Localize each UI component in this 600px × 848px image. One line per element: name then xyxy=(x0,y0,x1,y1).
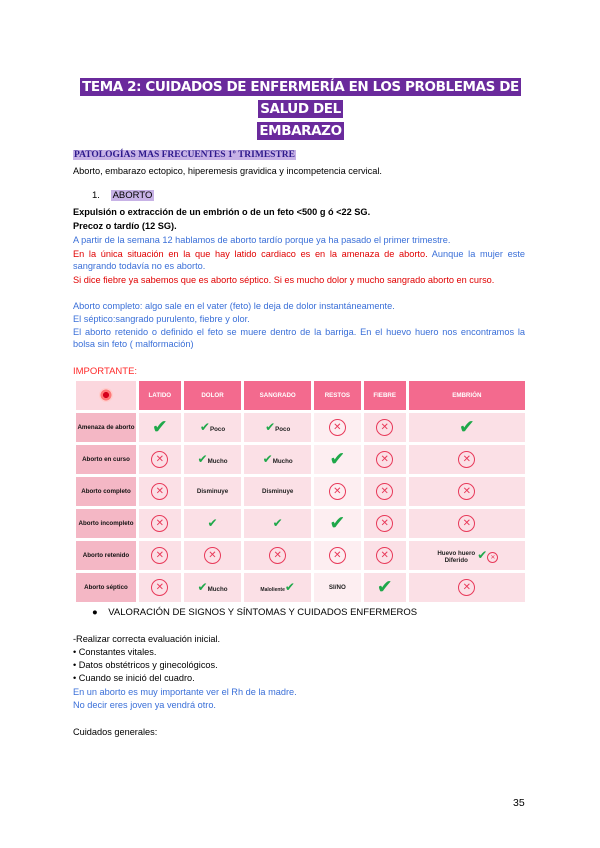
cross-icon: ✕ xyxy=(204,547,221,564)
note-rh: En un aborto es muy importante ver el Rh de la madre. xyxy=(73,687,297,697)
cell xyxy=(409,573,525,602)
aborto-label: ABORTO xyxy=(112,190,153,201)
cross-icon: ✕ xyxy=(329,483,346,500)
row-label: Aborto en curso xyxy=(76,445,136,474)
cell xyxy=(364,509,406,538)
cross-icon: ✕ xyxy=(151,515,168,532)
cell: Disminuye xyxy=(184,477,242,506)
cell-text: Maloliente xyxy=(260,587,285,593)
cell xyxy=(364,413,406,442)
cross-icon: ✕ xyxy=(458,515,475,532)
check-icon: ✔ xyxy=(284,580,295,594)
target-icon xyxy=(99,388,113,402)
eval-line: -Realizar correcta evaluación inicial. xyxy=(73,634,221,644)
cross-icon: ✕ xyxy=(151,547,168,564)
table-header: RESTOS xyxy=(314,381,361,410)
table-header: FIEBRE xyxy=(364,381,406,410)
definition-1: Expulsión o extracción de un embrión o de un feto <500 g ó <22 SG. xyxy=(73,207,371,217)
table-header: DOLOR xyxy=(184,381,242,410)
cross-icon: ✕ xyxy=(458,579,475,596)
check-icon: ✔ xyxy=(197,452,208,466)
check-icon: ✔ xyxy=(265,420,276,434)
cross-icon: ✕ xyxy=(151,483,168,500)
check-icon: ✔ xyxy=(477,548,488,562)
cell xyxy=(184,573,242,602)
cell: Disminuye xyxy=(244,477,311,506)
cell xyxy=(314,541,361,570)
cross-icon: ✕ xyxy=(151,579,168,596)
cell xyxy=(409,477,525,506)
important-label: IMPORTANTE: xyxy=(73,366,138,377)
cell xyxy=(364,541,406,570)
cell xyxy=(139,541,181,570)
cell xyxy=(139,413,181,442)
cross-icon: ✕ xyxy=(376,419,393,436)
cell xyxy=(184,509,242,538)
cell xyxy=(314,477,361,506)
check-icon: ✔ xyxy=(207,516,218,530)
cross-icon: ✕ xyxy=(458,451,475,468)
cell xyxy=(409,445,525,474)
cell xyxy=(409,413,525,442)
cell xyxy=(244,445,311,474)
row-label: Aborto incompleto xyxy=(76,509,136,538)
cross-icon: ✕ xyxy=(458,483,475,500)
row-label: Aborto séptico xyxy=(76,573,136,602)
aborto-heading xyxy=(92,190,154,201)
check-icon: ✔ xyxy=(458,416,475,438)
cell xyxy=(244,573,311,602)
cell-text: Poco xyxy=(209,426,226,433)
table-row xyxy=(76,509,525,538)
cross-icon: ✕ xyxy=(376,483,393,500)
check-icon: ✔ xyxy=(262,452,273,466)
note-retained: El aborto retenido o definido el feto se muere dentro de la barriga. En el huevo huero nos encontramos la bolsa sin feto ( malformación) xyxy=(73,327,525,349)
check-icon: ✔ xyxy=(272,516,283,530)
eval-obstetric: • Datos obstétricos y ginecológicos. xyxy=(73,660,218,670)
cell xyxy=(139,573,181,602)
table-corner xyxy=(76,381,136,410)
cell xyxy=(314,509,361,538)
cell xyxy=(364,477,406,506)
cell-text: Poco xyxy=(275,426,291,433)
page-title xyxy=(78,76,523,142)
cell xyxy=(364,445,406,474)
check-icon: ✔ xyxy=(376,576,393,598)
row-label: Amenaza de aborto xyxy=(76,413,136,442)
table-header: SANGRADO xyxy=(244,381,311,410)
check-icon: ✔ xyxy=(329,448,346,470)
cell xyxy=(409,541,525,570)
note-complete: Aborto completo: algo sale en el vater (feto) le deja de dolor instantáneamente. xyxy=(73,301,395,311)
cell-text: Mucho xyxy=(207,586,228,593)
check-icon: ✔ xyxy=(199,420,210,434)
cell xyxy=(244,541,311,570)
cell xyxy=(184,413,242,442)
valoracion-heading-text: VALORACIÓN DE SIGNOS Y SÍNTOMAS Y CUIDADOS ENFERMEROS xyxy=(108,607,418,618)
row-label: Aborto completo xyxy=(76,477,136,506)
table-row xyxy=(76,541,525,570)
note-threat xyxy=(73,248,525,272)
cross-icon: ✕ xyxy=(329,419,346,436)
cross-icon: ✕ xyxy=(487,552,498,563)
note-threat-red: En la única situación en la que hay latido cardiaco es en la amenaza de aborto. xyxy=(73,249,428,259)
table-header-row xyxy=(76,381,525,410)
check-icon: ✔ xyxy=(151,416,168,438)
cell xyxy=(244,413,311,442)
section-subtitle: Aborto, embarazo ectopico, hiperemesis gravidica y incompetencia cervical. xyxy=(73,166,382,176)
aborto-number: 1. xyxy=(92,190,100,201)
eval-onset: • Cuando se inició del cuadro. xyxy=(73,673,195,683)
eval-vitals: • Constantes vitales. xyxy=(73,647,157,657)
cell xyxy=(364,573,406,602)
cuidados-generales: Cuidados generales: xyxy=(73,727,158,737)
cell xyxy=(139,445,181,474)
note-septic-signs: El séptico:sangrado purulento, fiebre y olor. xyxy=(73,314,250,324)
cell xyxy=(244,509,311,538)
note-threat-blue: Aunque la mujer este sangrando todavía no es aborto. xyxy=(73,249,525,271)
table-row xyxy=(76,413,525,442)
title-line-1: TEMA 2: CUIDADOS DE ENFERMERÍA EN LOS PROBLEMAS DE SALUD DEL xyxy=(82,79,519,117)
check-icon: ✔ xyxy=(329,512,346,534)
abortion-table xyxy=(73,378,528,605)
note-septic: Si dice fiebre ya sabemos que es aborto séptico. Si es mucho dolor y mucho sangrado aborto en curso. xyxy=(73,275,495,285)
cell xyxy=(314,445,361,474)
table-row xyxy=(76,573,525,602)
cross-icon: ✕ xyxy=(329,547,346,564)
table-row xyxy=(76,477,525,506)
cross-icon: ✕ xyxy=(151,451,168,468)
cell xyxy=(314,413,361,442)
note-late-abortion: A partir de la semana 12 hablamos de aborto tardío porque ya ha pasado el primer trimestre. xyxy=(73,235,451,245)
table-row xyxy=(76,445,525,474)
table-header: EMBRIÓN xyxy=(409,381,525,410)
check-icon: ✔ xyxy=(197,580,208,594)
table-header: LATIDO xyxy=(139,381,181,410)
cell xyxy=(184,541,242,570)
cross-icon: ✕ xyxy=(376,547,393,564)
cross-icon: ✕ xyxy=(269,547,286,564)
cell: SI/NO xyxy=(314,573,361,602)
cell-text: Huevo huero Diferido xyxy=(437,550,476,565)
cell xyxy=(139,477,181,506)
note-young: No decir eres joven ya vendrá otro. xyxy=(73,700,216,710)
title-line-2: EMBARAZO xyxy=(259,123,342,139)
cell xyxy=(184,445,242,474)
row-label: Aborto retenido xyxy=(76,541,136,570)
page-number: 35 xyxy=(513,797,525,809)
cell xyxy=(139,509,181,538)
cross-icon: ✕ xyxy=(376,515,393,532)
definition-2: Precoz o tardío (12 SG). xyxy=(73,221,177,231)
cell xyxy=(409,509,525,538)
cell-text: Mucho xyxy=(207,458,228,465)
cell-text: Mucho xyxy=(272,458,293,465)
section-heading: PATOLOGÍAS MAS FRECUENTES 1º TRIMESTRE xyxy=(74,150,295,160)
cross-icon: ✕ xyxy=(376,451,393,468)
valoracion-heading: ● VALORACIÓN DE SIGNOS Y SÍNTOMAS Y CUIDADOS ENFERMEROS xyxy=(92,607,418,618)
